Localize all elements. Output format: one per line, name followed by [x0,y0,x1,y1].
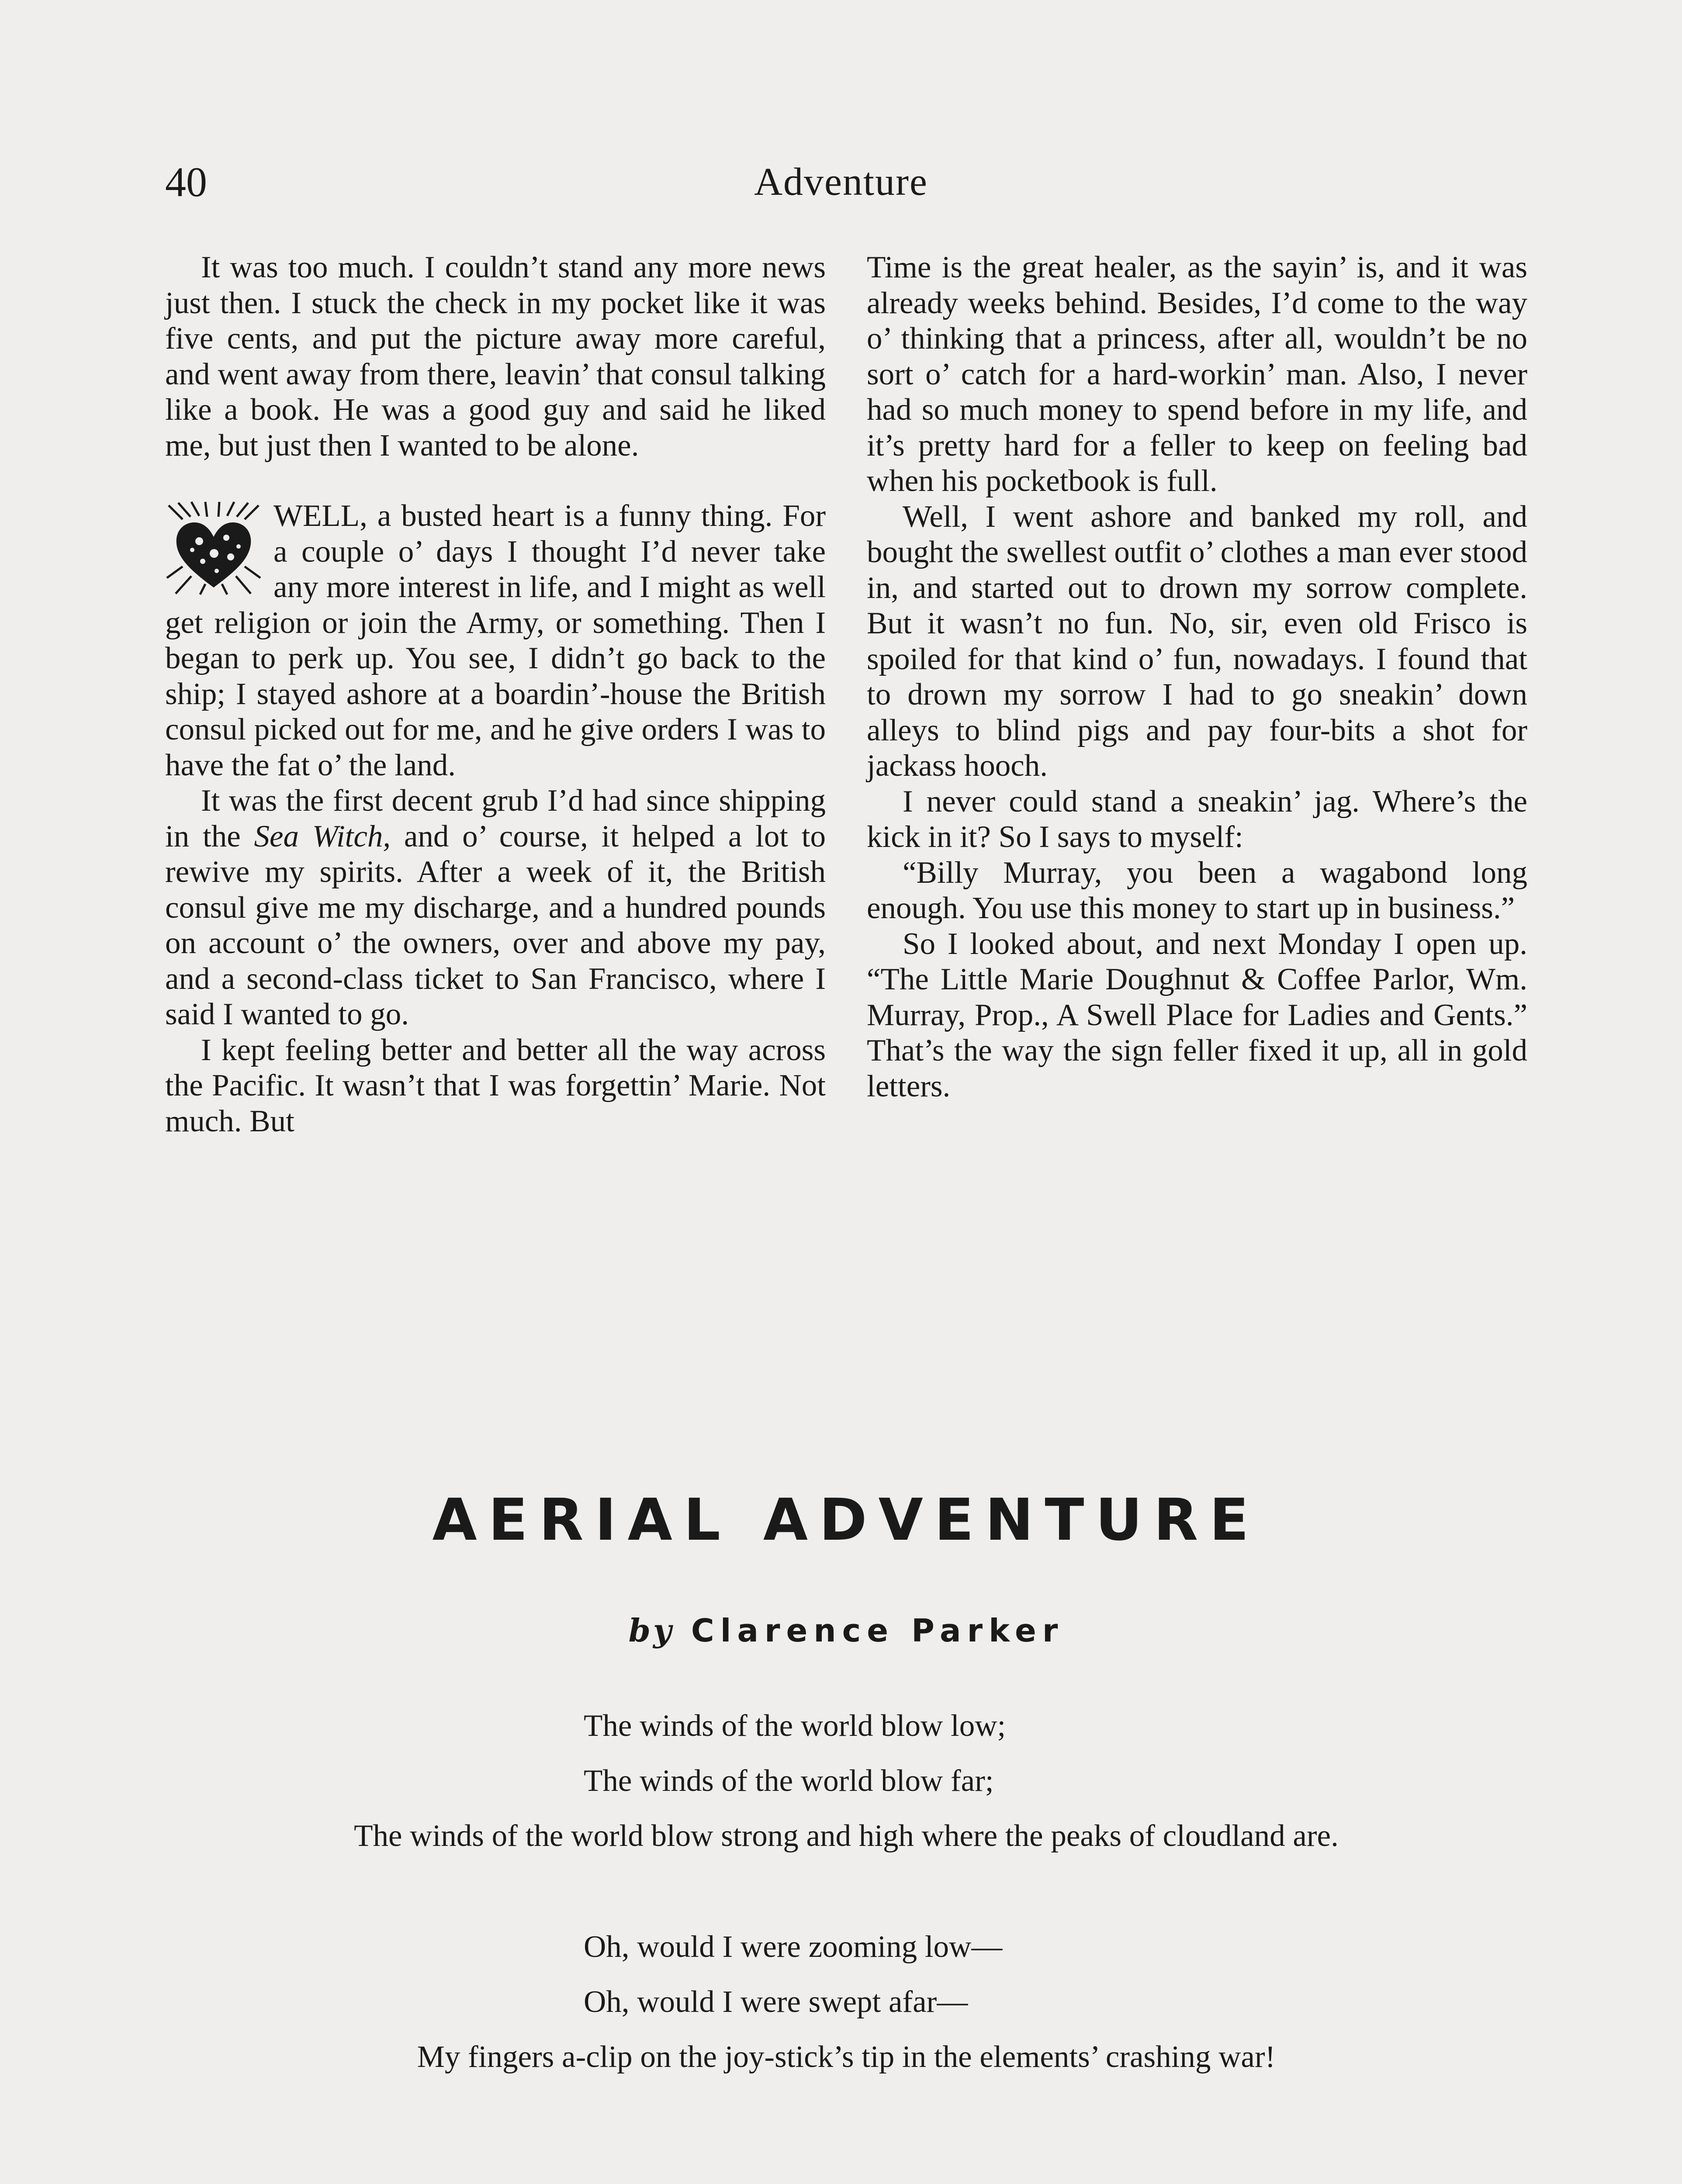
byline-prefix: by [628,1612,674,1649]
paragraph: It was too much. I couldn’t stand any more news just then. I stuck the check in my pocket like it was five cents, and put the picture away more careful, and went away from there, leavin’ that consul talking like a book. He was a good guy and said he liked me, but just then I wanted to be alone. [165,250,826,463]
paragraph: Time is the great healer, as the sayin’ is, and it was already weeks behind. Besides, I’d come to the way o’ thinking that a princess, after all, wouldn’t be no sort o’ catch for a hard-workin’ man. Also, I never had so much money to spend before in my life, and it’s pretty hard for a feller to keep on feeling bad when his pocketbook is full. [867,250,1527,498]
paragraph-text: It was the first decent grub I’d had since shipping in the [165,784,826,854]
poem [165,1485,1527,2084]
verse-line: Oh, would I were zooming low— [584,1930,1003,1964]
left-column [165,250,826,1139]
paragraph-text: WELL, a busted heart is a funny thing. For a couple o’ days I thought I’d never take any more interest in life, and I might as well get religion or join the Army, or something. Then I began to perk up. You see, I didn’t go back to the ship; I stayed ashore at a boardin’-house the British consul picked out for me, and he give orders I was to have the fat o’ the land. [165,499,826,782]
paragraph-text: and o’ course, it helped a lot to rewive my spirits. After a week of it, the British consul give me my discharge, and a hundred pounds on account o’ the owners, over and above my pay, and a second-class ticket to San Francisco, where I said I wanted to go. [165,819,826,1031]
paragraph: Well, I went ashore and banked my roll, and bought the swellest outfit o’ clothes a man ever stood in, and started out to drown my sorrow complete. But it wasn’t no fun. No, sir, even old Frisco is spoiled for that kind o’ fun, nowadays. I found that to drown my sorrow I had to go sneakin’ down alleys to blind pigs and pay four-bits a shot for jackass hooch. [867,499,1527,783]
poem-byline [165,1611,1527,1650]
paragraph: So I looked about, and next Monday I open up. “The Little Marie Doughnut & Coffee Parlor, Wm. Murray, Prop., A Swell Place for Ladies and Gents.” That’s the way the sign feller fixed it up, all in gold letters. [867,926,1527,1103]
page-number: 40 [165,159,207,205]
section-opening-paragraph [165,498,826,783]
poem-title: AERIAL ADVENTURE [432,1486,1260,1554]
verse-line: The winds of the world blow low; [584,1709,1006,1743]
ship-name: Sea Witch, [254,819,391,854]
verse-line: The winds of the world blow strong and high where the peaks of cloudland are. [354,1819,1339,1853]
verse-line: The winds of the world blow far; [584,1764,994,1798]
page-header [165,158,1517,206]
poem-author: Clarence Parker [691,1612,1064,1649]
verse-line: Oh, would I were swept afar— [584,1985,968,2019]
paragraph: “Billy Murray, you been a wagabond long enough. You use this money to start up in business.” [867,855,1527,925]
stanza-1 [165,1698,1527,1863]
paragraph [165,783,826,1033]
stanza-2 [165,1919,1527,2084]
right-column [867,250,1527,1104]
paragraph: I kept feeling better and better all the way across the Pacific. It wasn’t that I was forgettin’ Marie. Not much. But [165,1033,826,1138]
verse-line: My fingers a-clip on the joy-stick’s tip in the elements’ crashing war! [417,2040,1276,2074]
paragraph: I never could stand a sneakin’ jag. Where’s the kick in it? So I says to myself: [867,784,1527,854]
running-head: Adventure [754,160,928,204]
heart-ornament-icon [165,501,262,596]
